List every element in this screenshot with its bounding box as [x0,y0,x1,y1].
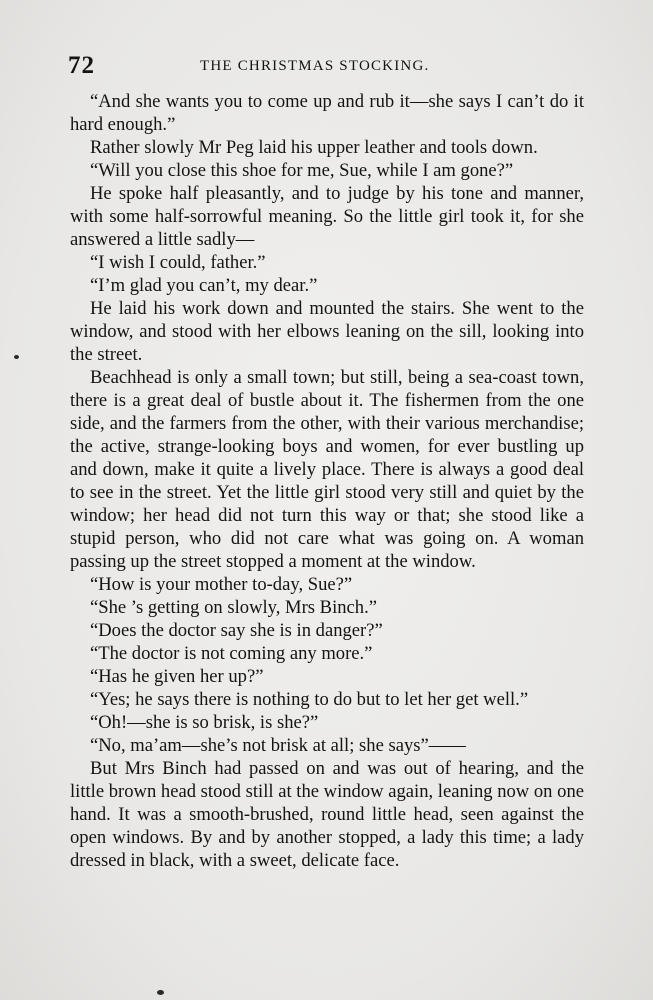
paragraph: Rather slowly Mr Peg laid his upper leather and tools down. [90,137,538,158]
ink-speck [157,990,164,995]
paragraph: “Will you close this shoe for me, Sue, while I am gone?” [90,160,514,181]
running-head: THE CHRISTMAS STOCKING. [200,58,430,74]
paragraph: “She ’s getting on slowly, Mrs Binch.” [90,597,377,618]
page-number: 72 [68,52,95,79]
paragraph: “How is your mother to-day, Sue?” [90,574,353,595]
paragraph: But Mrs Binch had passed on and was out of hearing, and the little brown head stood still at the window again, leaning now on one hand. It was a smooth-brushed, round little head, seen against the open windows. By and by another stopped, a lady this time; a lady dressed in black, with a sweet, delicate face. [70,758,584,871]
paragraph: He spoke half pleasantly, and to judge by his tone and manner, with some half-sorrowful meaning. So the little girl took it, for she answered a little sadly— [70,183,584,250]
paragraph: “I’m glad you can’t, my dear.” [90,275,318,296]
ink-speck [14,355,19,359]
paragraph: He laid his work down and mounted the stairs. She went to the window, and stood with her elbows leaning on the sill, looking into the street. [70,298,584,365]
paragraph: “And she wants you to come up and rub it—she says I can’t do it hard enough.” [70,91,584,135]
paragraph: “The doctor is not coming any more.” [90,643,373,664]
paragraph: “Yes; he says there is nothing to do but to let her get well.” [90,689,529,710]
paragraph: “Has he given her up?” [90,666,264,687]
paragraph: “I wish I could, father.” [90,252,266,273]
page-header [68,52,584,82]
paragraph: “Does the doctor say she is in danger?” [90,620,383,641]
paragraph: “Oh!—she is so brisk, is she?” [90,712,319,733]
paragraph: “No, ma’am—she’s not brisk at all; she says”—— [90,735,466,756]
body-text [70,90,584,872]
paragraph: Beachhead is only a small town; but still, being a sea-coast town, there is a great deal of bustle about it. The fishermen from the one side, and the farmers from the other, with their various merchandise; the active, strange-looking boys and women, for ever bustling up and down, make it quite a lively place. There is always a good deal to see in the street. Yet the little girl stood very still and quiet by the window; her head did not turn this way or that; she stood like a stupid person, who did not care what was going on. A woman passing up the street stopped a moment at the window. [70,367,584,572]
